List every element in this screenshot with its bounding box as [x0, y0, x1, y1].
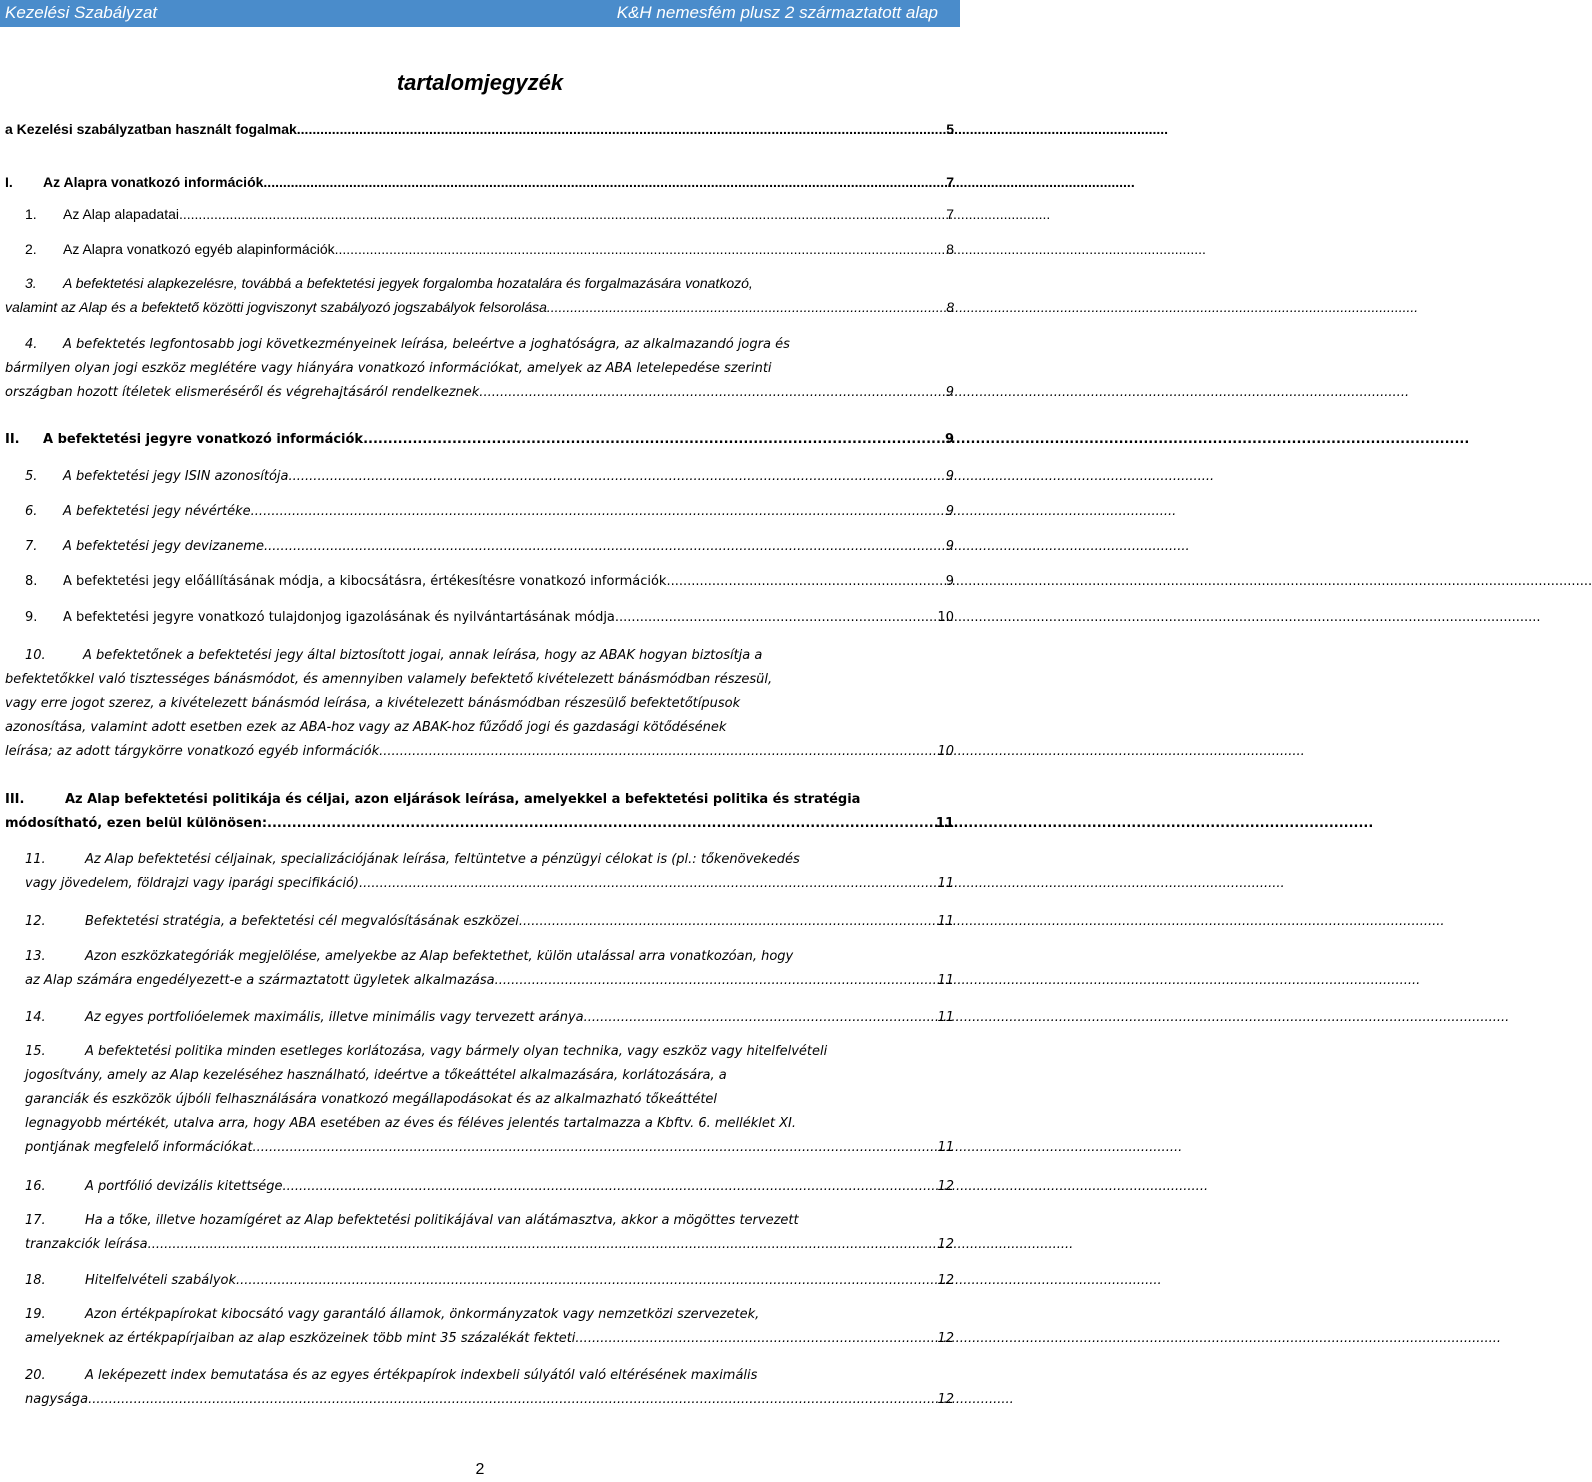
toc-entry-number: 15. — [25, 1044, 46, 1059]
toc-entry-text: Az Alapra vonatkozó egyéb alapinformációk — [63, 241, 335, 257]
toc-entry[interactable] — [25, 504, 954, 528]
toc-entry-number: 6. — [25, 504, 38, 519]
toc-entry[interactable] — [25, 1368, 954, 1416]
toc-entry-last-line — [25, 973, 954, 997]
toc-entry-text: A befektetési alapkezelésre, továbbá a befektetési jegyek forgalomba hozatalára és forgalmazására vonatkozó, — [63, 275, 753, 291]
toc-entry-last-line — [25, 1392, 954, 1416]
toc-entry-text: az Alap számára engedélyezett-e a származtatott ügyletek alkalmazása — [25, 973, 495, 988]
toc-entry[interactable] — [25, 1307, 954, 1355]
toc-entry-last-line — [85, 914, 954, 938]
toc-dot-leader — [584, 1010, 938, 1025]
toc-entry-last-line — [85, 1179, 954, 1203]
toc-entry-text: Az Alap befektetési politikája és céljai, azon eljárások leírása, amelyekkel a befektetési politika és stratégia — [65, 792, 861, 807]
toc-entry[interactable] — [5, 432, 954, 456]
toc-entry-number: 8. — [25, 574, 38, 589]
toc-dot-leader — [297, 121, 946, 137]
toc-entry[interactable] — [25, 1010, 954, 1034]
toc-page-number: 10 — [937, 744, 954, 759]
toc-entry-text: Az Alapra vonatkozó információk — [43, 174, 264, 190]
toc-page-number: 9 — [945, 574, 954, 589]
toc-entry-number: 18. — [25, 1273, 46, 1288]
toc-entry-text: Azon eszközkategóriák megjelölése, amelyekbe az Alap befektethet, külön utalással arra vonatkozóan, hogy — [85, 949, 794, 964]
toc-entry-number: 13. — [25, 949, 46, 964]
toc-entry-text: A befektetés legfontosabb jogi következményeinek leírása, beleértve a joghatóságra, az alkalmazandó jogra és — [63, 337, 790, 352]
toc-entry-text: valamint az Alap és a befektető közötti jogviszonyt szabályozó jogszabályok felsorolása — [5, 299, 547, 315]
toc-entry-text: pontjának megfelelő információkat. — [25, 1140, 257, 1155]
toc-entry[interactable] — [25, 852, 954, 900]
header-fund-name: K&H nemesfém plusz 2 származtatott alap — [616, 3, 938, 22]
toc-entry-number: 17. — [25, 1213, 46, 1228]
toc-entry[interactable] — [5, 275, 954, 323]
toc-entry-number: 7. — [25, 539, 38, 554]
toc-page-number: 9 — [944, 432, 954, 447]
toc-entry-number: III. — [5, 792, 25, 807]
toc-dot-leader — [575, 1331, 937, 1346]
toc-entry-text: nagysága — [25, 1392, 89, 1407]
toc-dot-leader — [251, 504, 946, 519]
toc-dot-leader — [179, 206, 946, 222]
toc-entry[interactable] — [25, 1179, 954, 1203]
toc-dot-leader — [359, 876, 937, 891]
toc-entry[interactable] — [25, 241, 954, 265]
toc-entry-text: A befektetési jegyre vonatkozó tulajdonjog igazolásának és nyilvántartásának módja — [63, 610, 615, 625]
toc-entry-number: 20. — [25, 1368, 46, 1383]
toc-dot-leader — [282, 1179, 937, 1194]
toc-entry-last-line — [63, 469, 954, 493]
toc-entry[interactable] — [5, 174, 954, 198]
toc-dot-leader — [615, 610, 938, 625]
toc-page-number: 7 — [946, 174, 954, 190]
toc-entry-last-line — [5, 816, 954, 840]
toc-entry-last-line — [85, 1273, 954, 1297]
toc-dot-leader — [495, 973, 938, 988]
toc-dot-leader — [236, 1273, 937, 1288]
toc-entry[interactable] — [25, 1273, 954, 1297]
toc-page-number: 9 — [945, 385, 954, 400]
toc-entry-text: tranzakciók leírása — [25, 1237, 148, 1252]
toc-entry[interactable] — [25, 206, 954, 230]
toc-entry-text: A befektetési jegyre vonatkozó információk — [43, 432, 364, 447]
toc-entry-last-line — [25, 1237, 954, 1261]
toc-entry-number: 12. — [25, 914, 46, 929]
toc-page-number: 12 — [937, 1273, 954, 1288]
toc-entry-text: amelyeknek az értékpapírjaiban az alap eszközeinek több mint 35 százalékát fekteti — [25, 1331, 576, 1346]
toc-title: tartalomjegyzék — [396, 70, 564, 95]
toc-entry-text: A befektetési jegy névértéke — [63, 504, 251, 519]
toc-entry-last-line — [5, 121, 954, 145]
toc-entry-text: bármilyen olyan jogi eszköz meglétére vagy hiányára vonatkozó információkat, amelyek az ABA letelepedése szerinti — [5, 361, 772, 376]
toc-entry-text: A befektetőnek a befektetési jegy által biztosított jogai, annak leírása, hogy az ABAK hogyan biztosítja a — [83, 648, 763, 663]
toc-entry-text: vagy jövedelem, földrajzi vagy iparági specifikáció) — [25, 876, 360, 891]
toc-entry-number: 4. — [25, 337, 38, 352]
toc-entry-last-line — [43, 174, 954, 198]
toc-entry-text: legnagyobb mértékét, utalva arra, hogy ABA esetében az éves és féléves jelentés tartalmazza a Kbftv. 6. melléklet XI. — [25, 1116, 797, 1131]
toc-entry-number: 9. — [25, 610, 38, 625]
toc-entry-last-line — [63, 206, 954, 230]
toc-entry-number: 5. — [25, 469, 38, 484]
toc-dot-leader — [88, 1392, 937, 1407]
toc-entry-last-line — [63, 504, 954, 528]
toc-dot-leader — [363, 432, 945, 447]
toc-entry-last-line — [63, 574, 954, 598]
toc-entry-last-line — [25, 876, 954, 900]
toc-entry-text: Az Alap alapadatai — [63, 206, 179, 222]
toc-entry-text: A befektetési jegy ISIN azonosítója — [63, 469, 289, 484]
toc-entry-text: Hitelfelvételi szabályok — [85, 1273, 236, 1288]
toc-entry-text: Az Alap befektetési céljainak, specializációjának leírása, feltüntetve a pénzügyi célokat is (pl.: tőkenövekedés — [85, 852, 800, 867]
toc-dot-leader — [335, 241, 947, 257]
toc-dot-leader — [483, 385, 945, 400]
toc-entry-number: 3. — [25, 275, 37, 291]
toc-entry-text: A befektetési politika minden esetleges korlátozása, vagy bármely olyan technika, vagy eszköz vagy hitelfelvételi — [85, 1044, 828, 1059]
toc-entry[interactable] — [5, 337, 954, 409]
toc-entry-text: leírása; az adott tárgykörre vonatkozó egyéb információk — [5, 744, 380, 759]
toc-entry-last-line — [5, 299, 954, 323]
toc-entry-text: A portfólió devizális kitettsége — [85, 1179, 283, 1194]
toc-entry-last-line — [25, 1140, 954, 1164]
toc-page-number: 12 — [937, 1331, 954, 1346]
toc-entry-number: 10. — [25, 648, 46, 663]
toc-entry-number: 11. — [25, 852, 46, 867]
toc-entry-text: Azon értékpapírokat kibocsátó vagy garantáló államok, önkormányzatok vagy nemzetközi szervezetek, — [85, 1307, 760, 1322]
toc-page-number: 11 — [937, 1010, 954, 1025]
toc-entry-text: Ha a tőke, illetve hozamígéret az Alap befektetési politikájával van alátámasztva, akkor a mögöttes tervezett — [85, 1213, 799, 1228]
toc-entry-last-line — [63, 610, 954, 634]
toc-entry-text: Az egyes portfolióelemek maximális, illetve minimális vagy tervezett aránya — [85, 1010, 584, 1025]
toc-entry-text: módosítható, ezen belül különösen: — [5, 816, 268, 831]
toc-entry-last-line — [63, 241, 954, 265]
toc-entry-last-line — [85, 1010, 954, 1034]
toc-entry-text: A befektetési jegy előállításának módja, a kibocsátásra, értékesítésre vonatkozó információk — [63, 574, 667, 589]
toc-entry[interactable] — [25, 539, 954, 563]
toc-page-number: 11 — [937, 914, 954, 929]
toc-page-number: 7 — [946, 206, 954, 222]
toc-entry-number: 1. — [25, 206, 37, 222]
toc-entry[interactable] — [25, 469, 954, 493]
toc-page-number: 12 — [937, 1392, 954, 1407]
toc-entry[interactable] — [5, 121, 954, 145]
toc-entry-text: a Kezelési szabályzatban használt fogalmak — [5, 121, 297, 137]
toc-page-number: 12 — [937, 1179, 954, 1194]
toc-entry-last-line — [43, 432, 954, 456]
toc-entry-last-line — [5, 385, 954, 409]
toc-dot-leader — [267, 816, 936, 831]
toc-entry-text: garanciák és eszközök újbóli felhasználására vonatkozó megállapodásokat és az alkalmazható tőkeáttétel — [25, 1092, 718, 1107]
toc-entry-text: A befektetési jegy devizaneme — [63, 539, 265, 554]
toc-entry-number: I. — [5, 174, 13, 190]
toc-page-number: 9 — [945, 469, 954, 484]
toc-entry[interactable] — [25, 1044, 954, 1164]
toc-page-number: 8 — [946, 299, 954, 315]
toc-entry-number: II. — [5, 432, 20, 447]
toc-page-number: 5 — [946, 121, 954, 137]
toc-page-number: 9 — [945, 539, 954, 554]
toc-entry[interactable] — [25, 1213, 954, 1261]
toc-dot-leader — [289, 469, 946, 484]
toc-entry-text: vagy erre jogot szerez, a kivételezett bánásmód leírása, a kivételezett bánásmódban részesülő befektetőtípusok — [5, 696, 741, 711]
toc-page-number: 9 — [945, 504, 954, 519]
page-number: 2 — [475, 1461, 485, 1478]
toc-page-number: 11 — [937, 1140, 954, 1155]
toc-entry-text: befektetőkkel való tisztességes bánásmódot, és amennyiben valamely befektető kivételezett bánásmódban részesül, — [5, 672, 773, 687]
toc-page-number: 11 — [937, 876, 954, 891]
toc-entry[interactable] — [25, 949, 954, 997]
toc-page-number: 12 — [937, 1237, 954, 1252]
toc-dot-leader — [263, 174, 946, 190]
toc-page-number: 10 — [937, 610, 954, 625]
toc-entry[interactable] — [25, 574, 954, 598]
toc-entry-number: 2. — [25, 241, 37, 257]
toc-entry-last-line — [25, 1331, 954, 1355]
toc-entry[interactable] — [5, 792, 954, 840]
toc-dot-leader — [666, 574, 945, 589]
toc-entry-text: jogosítvány, amely az Alap kezeléséhez használható, ideértve a tőkeáttétel alkalmazására, korlátozására, a — [25, 1068, 727, 1083]
toc-entry-text: A leképezett index bemutatása és az egyes értékpapírok indexbeli súlyától való eltérésének maximális — [85, 1368, 758, 1383]
toc-entry-number: 14. — [25, 1010, 46, 1025]
toc-page-number: 8 — [946, 241, 954, 257]
header-document-title: Kezelési Szabályzat — [5, 3, 158, 22]
toc-entry-text: országban hozott ítéletek elismeréséről és végrehajtásáról rendelkeznek. — [5, 385, 484, 400]
toc-entry[interactable] — [5, 648, 954, 768]
toc-entry[interactable] — [25, 914, 954, 938]
toc-entry-number: 16. — [25, 1179, 46, 1194]
toc-dot-leader — [148, 1237, 938, 1252]
page-header — [0, 0, 960, 27]
toc-entry[interactable] — [25, 610, 954, 634]
toc-dot-leader — [257, 1140, 938, 1155]
toc-entry-last-line — [5, 744, 954, 768]
toc-entry-number: 19. — [25, 1307, 46, 1322]
toc-dot-leader — [379, 744, 937, 759]
toc-dot-leader — [547, 299, 946, 315]
toc-dot-leader — [264, 539, 946, 554]
toc-dot-leader — [519, 914, 938, 929]
toc-page-number: 11 — [937, 973, 954, 988]
toc-entry-last-line — [63, 539, 954, 563]
toc-entry-text: Befektetési stratégia, a befektetési cél megvalósításának eszközei — [85, 914, 519, 929]
toc-page-number: 11 — [935, 816, 954, 831]
toc-entry-text: azonosítása, valamint adott esetben ezek az ABA-hoz vagy az ABAK-hoz fűződő jogi és gazdasági kötődésének — [5, 720, 727, 735]
